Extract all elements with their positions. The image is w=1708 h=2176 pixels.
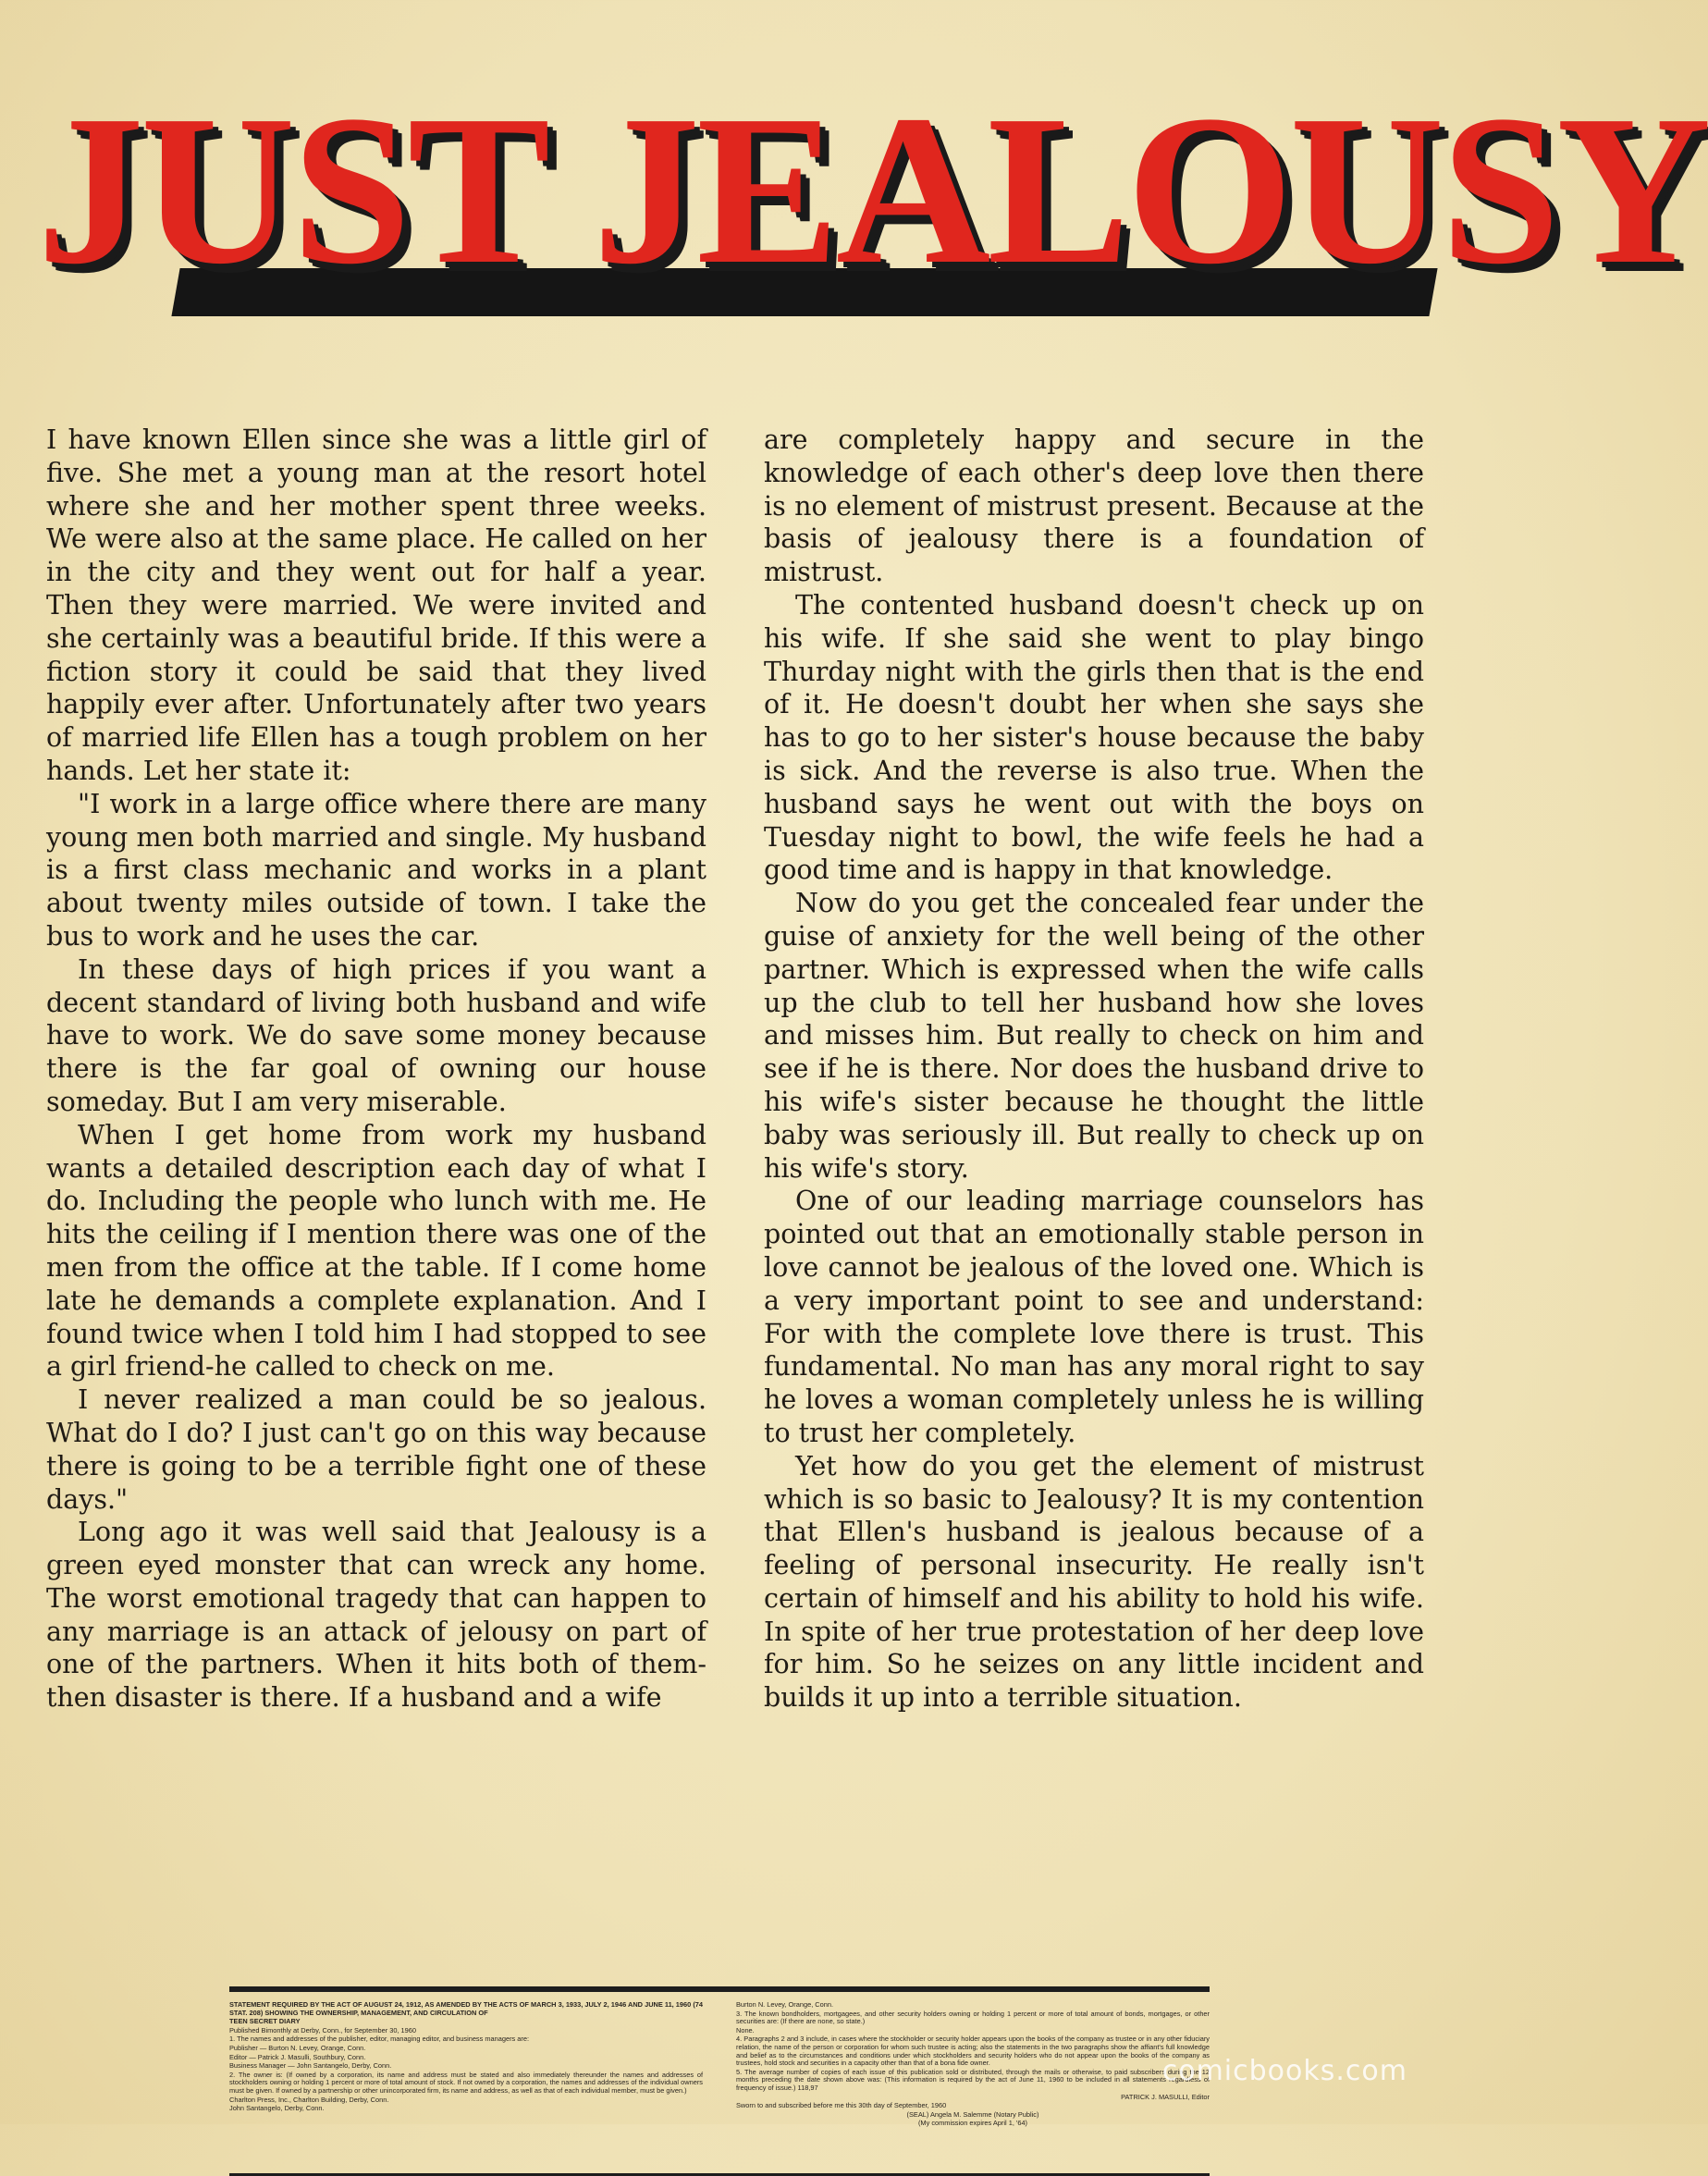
paragraph: "I work in a large office where there are many young men both married and single. My husband is a first class mechanic and works in a plant about twenty miles outside of town. I take the bus to work and he uses the car. xyxy=(46,788,707,952)
paragraph: Yet how do you get the element of mistrust which is so basic to Jealousy? It is my contention that Ellen's husband is jealous because of a feeling of personal insecurity. He really isn't certain of himself and his ability to hold his wife. In spite of her true protestation of her deep love for him. So he seizes on any little incident and builds it up into a terrible situation. xyxy=(764,1450,1424,1714)
statement-line: Editor — Patrick J. Masulli, Southbury, Conn. xyxy=(229,2052,366,2061)
paragraph: In these days of high prices if you want a decent standard of living both husband and wife have to work. We do save some money because there is the far goal of owning our house someday. But I am very miserable. xyxy=(46,953,707,1117)
statement-line: TEEN SECRET DIARY xyxy=(229,2017,301,2026)
paragraph: I never realized a man could be so jealous. What do I do? I just can't go on this way because there is going to be a terrible fight one of these days." xyxy=(46,1384,707,1515)
paragraph: are completely happy and secure in the knowledge of each other's deep love then there is no element of mistrust present. Because at the basis of jealousy there is a foundation of mistrust. xyxy=(764,424,1424,588)
statement-line: (SEAL) Angela M. Salemme (Notary Public) xyxy=(906,2109,1039,2119)
statement-line: Burton N. Levey, Orange, Conn. xyxy=(736,2000,834,2009)
statement-line: 1. The names and addresses of the publisher, editor, managing editor, and business managers are: xyxy=(229,2035,530,2044)
title-banner xyxy=(37,55,1708,333)
statement-line: 5. The average number of copies of each issue of this publication sold or distributed, through the mails or otherwise, to paid subscribers during the 12 months preceding the date shown above was: (This information is required by the act of June 11, 1960 to be included in all statements regardless of frequency of issue.) 118,97 xyxy=(736,2067,1210,2092)
statement-right-column xyxy=(736,2001,1210,2173)
watermark: comicbooks.com xyxy=(1161,2055,1407,2087)
statement-heading: STATEMENT REQUIRED BY THE ACT OF AUGUST 24, 1912, AS AMENDED BY THE ACTS OF MARCH 3, 1933, JULY 2, 1946 AND JUNE 11, 1960 (74 STAT. 208) SHOWING THE OWNERSHIP, MANAGEMENT, AND CIRCULATION OF xyxy=(229,2000,703,2017)
paragraph: Long ago it was well said that Jealousy is a green eyed monster that can wreck any home. The worst emotional tragedy that can happen to any marriage is an attack of jelousy on part of one of the partners. When it hits both of them-then disaster is there. If a husband and a wife xyxy=(46,1517,707,1714)
statement-line: 4. Paragraphs 2 and 3 include, in cases where the stockholder or security holder appears upon the books of the company as trustee or in any other fiduciary relation, the name of the person or corporation for whom such trustee is acting; also the statements in the two paragraphs show the affiant's full knowledge and belief as to the circumstances and conditions under which stockholders and security holders who do not appear upon the books of the company as trustees, hold stock and securities in a capacity other than that of a bona fide owner. xyxy=(736,2035,1210,2068)
article-body xyxy=(46,424,1424,1715)
statement-left-column xyxy=(229,2001,703,2173)
statement-line: Publisher — Burton N. Levey, Orange, Conn. xyxy=(229,2043,366,2052)
paragraph: I have known Ellen since she was a little girl of five. She met a young man at the resort hotel where she and her mother spent three weeks. We were also at the same place. He called on her in the city and they went out for half a year. Then they were married. We were invited and she certainly was a beautiful bride. If this were a fiction story it could be said that they lived happily ever after. Unfortunately after two years of married life Ellen has a tough problem on her hands. Let her state it: xyxy=(46,424,707,786)
paragraph: When I get home from work my husband wants a detailed description each day of what I do. Including the people who lunch with me. He hits the ceiling if I mention there was one of the men from the office at the table. If I come home late he demands a complete explanation. And I found twice when I told him I had stopped to see a girl friend-he called to check on me. xyxy=(46,1119,707,1383)
paragraph: One of our leading marriage counselors has pointed out that an emotionally stable person in love cannot be jealous of the loved one. Which is a very important point to see and understand: For with the complete love there is trust. This fundamental. No man has any moral right to say he loves a woman completely unless he is willing to trust her completely. xyxy=(764,1186,1424,1448)
statement-line: Charlton Press, Inc., Charlton Building, Derby, Conn. xyxy=(229,2095,389,2104)
statement-line: 3. The known bondholders, mortgagees, and other security holders owning or holding 1 percent or more of total amount of bonds, mortgages, or other securities are: (If there are none, so state.) xyxy=(736,2009,1210,2026)
statement-line: None. xyxy=(736,2025,755,2035)
statement-line: PATRICK J. MASULLI, Editor xyxy=(1121,2092,1210,2101)
statement-line: Business Manager — John Santangelo, Derby, Conn. xyxy=(229,2061,392,2071)
statement-line: 2. The owner is: (If owned by a corporation, its name and address must be stated and also immediately thereunder the names and addresses of stockholders owning or holding 1 percent or more of total amount of stock. If not owned by a corporation, the names and addresses of the individual owners must be given. If owned by a partnership or other unincorporated firm, its name and address, as well as that of each individual member, must be given.) xyxy=(229,2070,703,2095)
statement-line: (My commission expires April 1, '64) xyxy=(917,2119,1028,2128)
statement-line: John Santangelo, Derby, Conn. xyxy=(229,2104,325,2113)
page-title: JUST JEALOUSY xyxy=(37,71,1708,309)
right-column xyxy=(764,424,1424,1715)
ownership-statement xyxy=(229,1986,1210,2176)
statement-line: Published Bimonthly at Derby, Conn., for September 30, 1960 xyxy=(229,2025,416,2035)
left-column xyxy=(46,424,707,1715)
statement-line: Sworn to and subscribed before me this 30th day of September, 1960 xyxy=(736,2101,947,2110)
paragraph: The contented husband doesn't check up on his wife. If she said she went to play bingo Thurday night with the girls then that is the end of it. He doesn't doubt her when she says she has to go to her sister's house because the baby is sick. And the reverse is also true. When the husband says he went out with the boys on Tuesday night to bowl, the wife feels he had a good time and is happy in that knowledge. xyxy=(764,589,1424,886)
paragraph: Now do you get the concealed fear under the guise of anxiety for the well being of the other partner. Which is expressed when the wife calls up the club to tell her husband how she loves and misses him. But really to check on him and see if he is there. Nor does the husband drive to his wife's sister because he thought the little baby was seriously ill. But really to check up on his wife's story. xyxy=(764,888,1424,1184)
